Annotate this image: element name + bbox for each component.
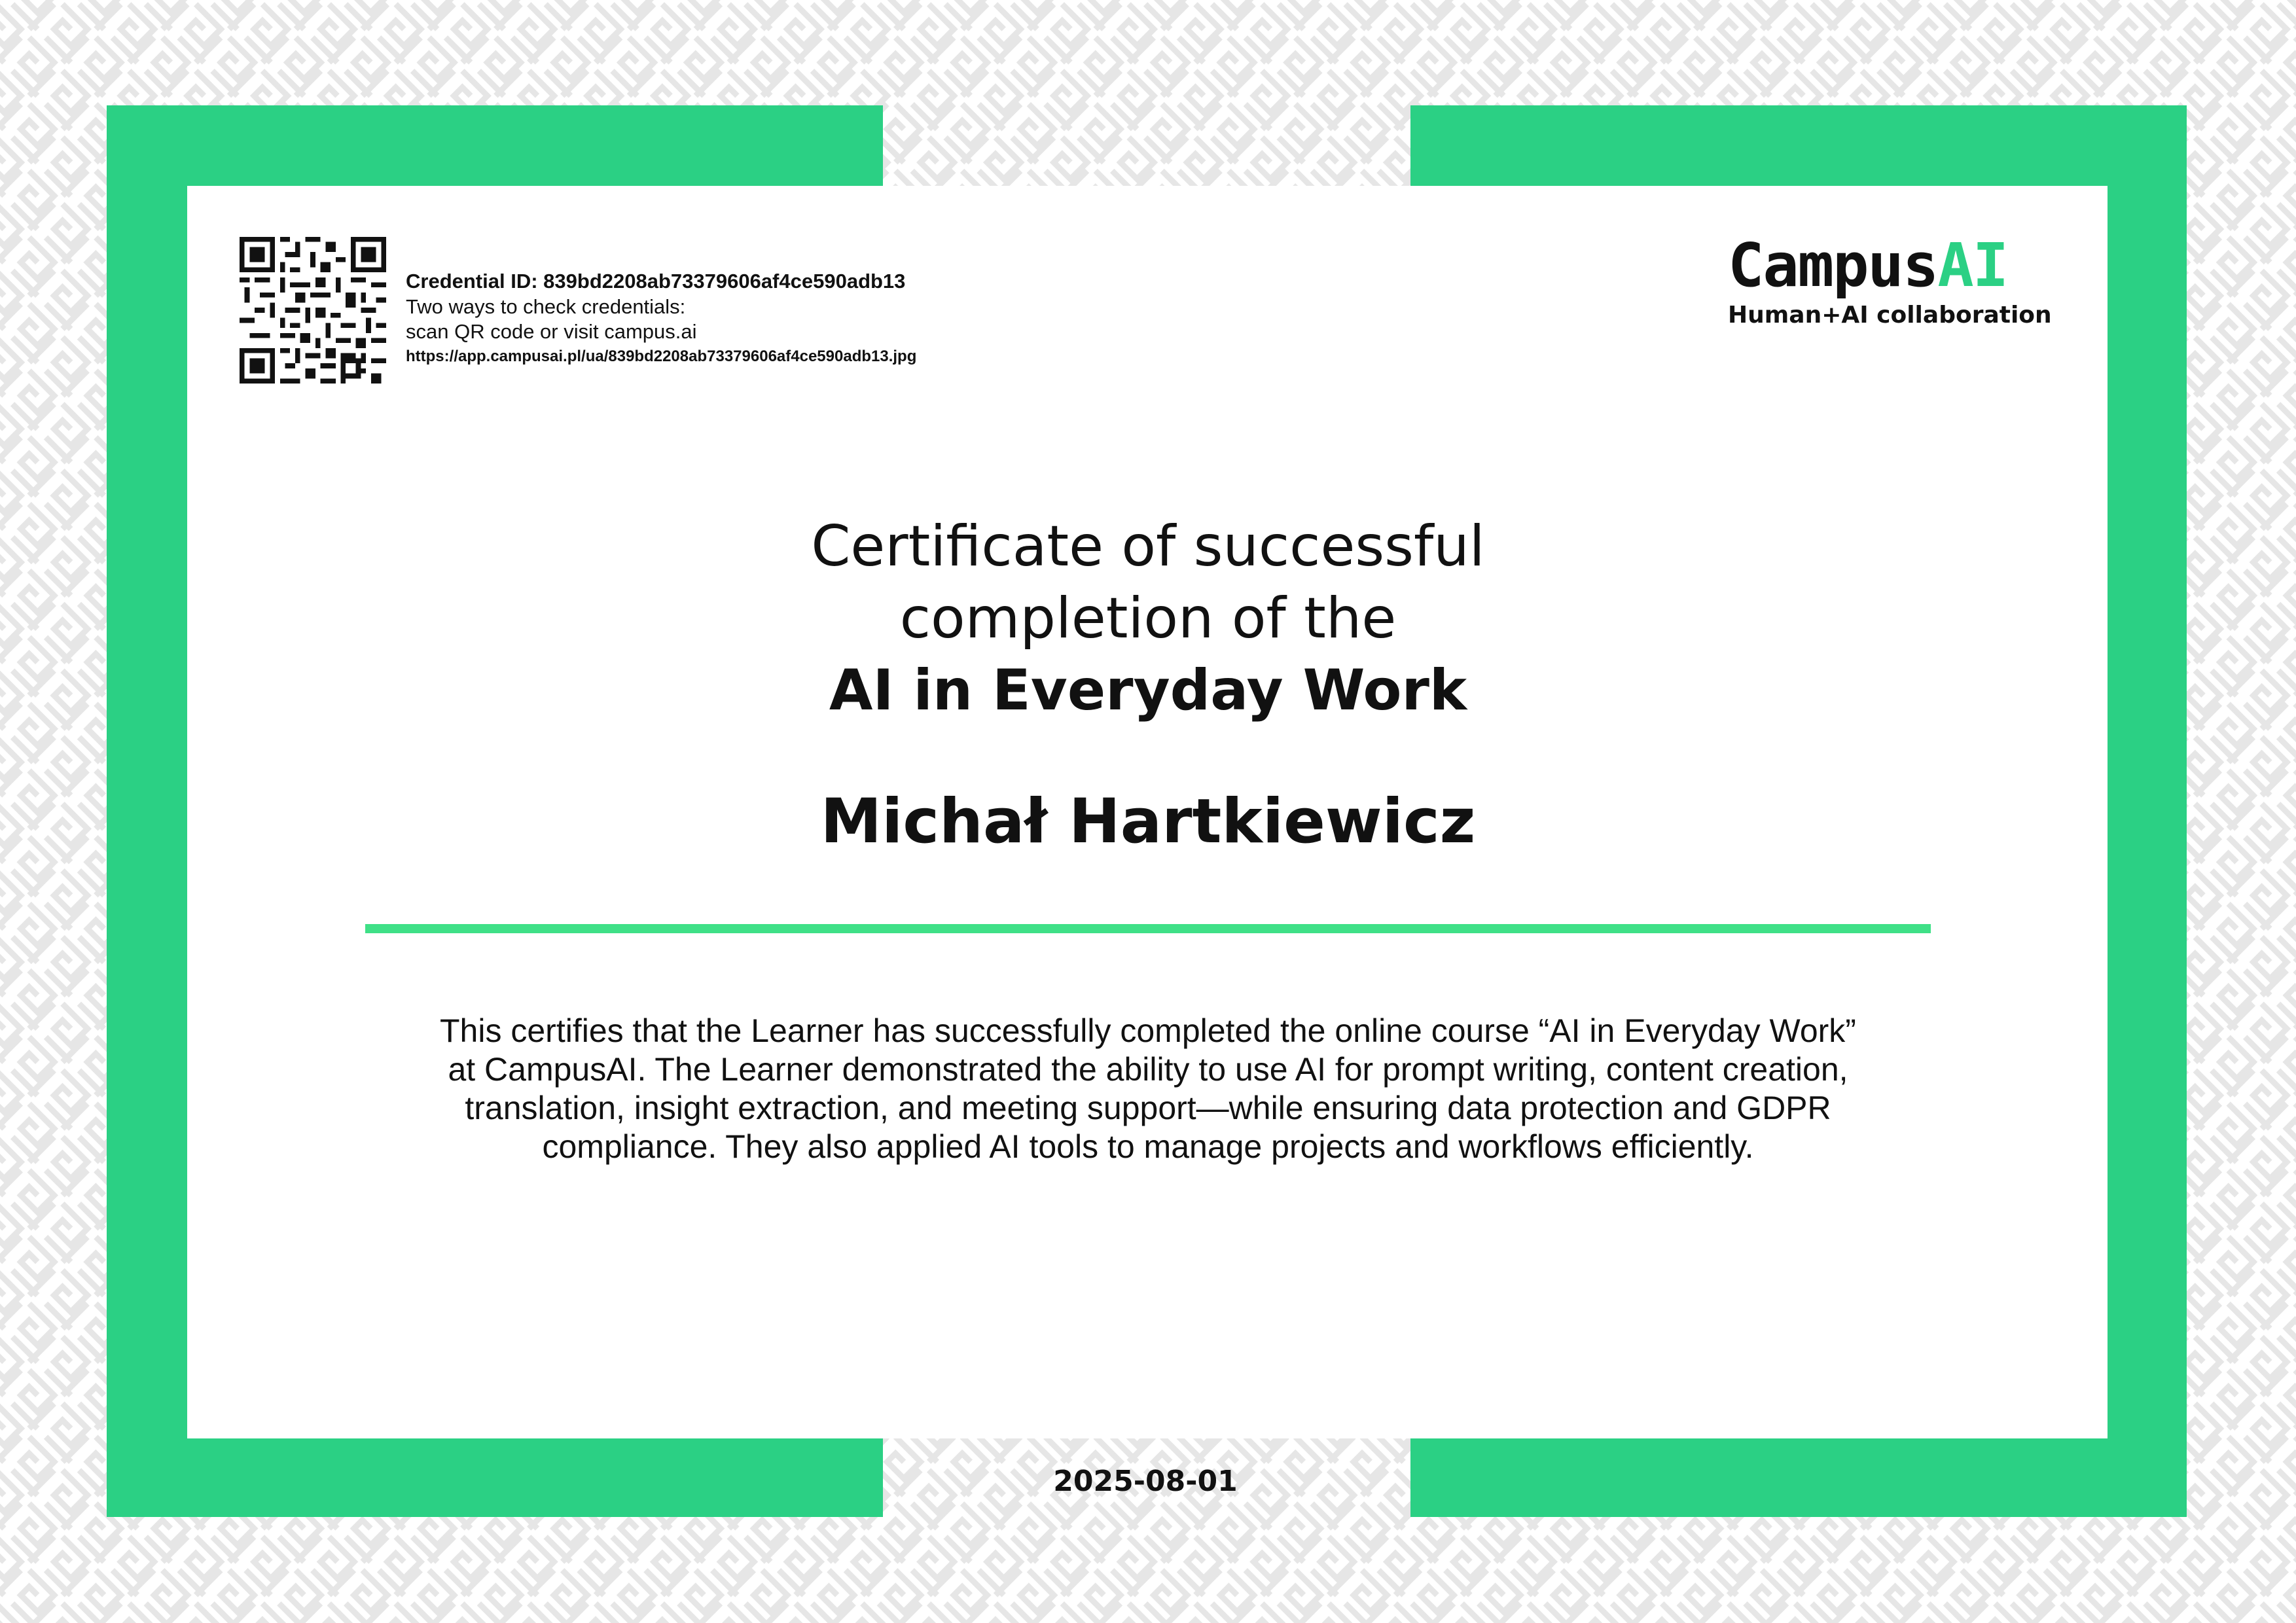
frame-bottom-left [107,1438,883,1517]
frame-right [2108,105,2187,1517]
course-name: AI in Everyday Work [829,658,1467,723]
frame-bottom-right [1410,1438,2187,1517]
credential-url-link[interactable]: https://app.campusai.pl/ua/839bd2208ab73379606af4ce590adb13.jpg [406,348,917,365]
credential-instructions-2: scan QR code or visit campus.ai [406,320,697,343]
frame-top-left [107,105,883,186]
logo-tagline: Human+AI collaboration [1728,302,2052,329]
campusai-logo [1728,230,2055,330]
frame-top-right [1410,105,2187,186]
issue-date: 2025-08-01 [1053,1465,1238,1498]
certificate-description: This certifies that the Learner has successfully completed the online course “AI in Everyday Work” at CampusAI. The Learner demonstrated the ability to use AI for prompt writing, content creation, translation, insight extraction, and meeting support—while ensuring data protection and GDPR compliance. They also applied AI tools to manage projects and workflows efficiently. [440,1012,1856,1165]
divider-line [365,924,1931,933]
credential-id-value: 839bd2208ab73379606af4ce590adb13 [543,270,906,293]
credential-block [406,268,1060,369]
recipient-name: Michał Hartkiewicz [820,786,1476,857]
credential-id [406,268,1060,294]
certificate-title [655,510,1641,654]
credential-instructions-1: Two ways to check credentials: [406,295,686,318]
title-line-1: Certificate of successful [811,514,1485,579]
qr-code-icon[interactable] [233,230,393,390]
logo-wordmark [1728,230,2055,300]
title-line-2: completion of the [899,586,1397,651]
frame-left [107,105,187,1517]
logo-word-accent: AI [1937,230,2008,300]
logo-word-main: Campus [1728,230,1938,300]
credential-id-label: Credential ID: [406,270,538,293]
